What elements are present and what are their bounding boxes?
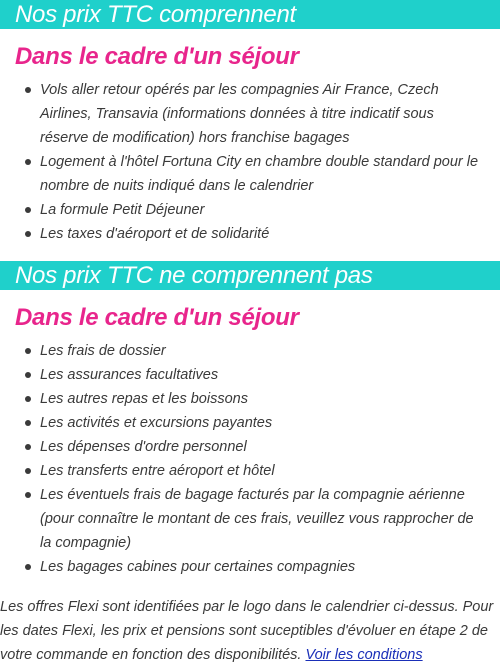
- bullet-icon: [25, 372, 31, 378]
- footnote-text: Les offres Flexi sont identifiées par le logo dans le calendrier ci-dessus. Pour les dates Flexi, les prix et pensions sont suceptibles d'évoluer en étape 2 de votre commande en fonction des disponibilités.: [0, 599, 494, 663]
- list-item: Les activités et excursions payantes: [40, 411, 500, 435]
- list-item: Les éventuels frais de bagage facturés par la compagnie aérienne (pour connaître le montant de ces frais, veuillez vous rapprocher de la compagnie): [40, 483, 500, 555]
- included-heading: Nos prix TTC comprennent: [0, 0, 500, 29]
- list-item: Vols aller retour opérés par les compagnies Air France, Czech Airlines, Transavia (informations données à titre indicatif sous réserve de modification) hors franchise bagages: [40, 78, 500, 150]
- flexi-footnote: [0, 595, 500, 667]
- bullet-icon: [25, 159, 31, 165]
- included-list: [0, 78, 500, 246]
- list-item: Les bagages cabines pour certaines compagnies: [40, 555, 500, 579]
- list-item: Les autres repas et les boissons: [40, 387, 500, 411]
- excluded-list: [0, 339, 500, 579]
- bullet-icon: [25, 492, 31, 498]
- list-item: Les dépenses d'ordre personnel: [40, 435, 500, 459]
- list-item: Les transferts entre aéroport et hôtel: [40, 459, 500, 483]
- list-item: Les taxes d'aéroport et de solidarité: [40, 222, 500, 246]
- excluded-subheading: Dans le cadre d'un séjour: [15, 304, 299, 331]
- conditions-link[interactable]: Voir les conditions: [305, 647, 423, 663]
- bullet-icon: [25, 396, 31, 402]
- list-item: La formule Petit Déjeuner: [40, 198, 500, 222]
- bullet-icon: [25, 420, 31, 426]
- bullet-icon: [25, 231, 31, 237]
- excluded-section: [0, 261, 500, 579]
- included-section: [0, 0, 500, 246]
- bullet-icon: [25, 87, 31, 93]
- bullet-icon: [25, 444, 31, 450]
- bullet-icon: [25, 468, 31, 474]
- list-item: Logement à l'hôtel Fortuna City en chambre double standard pour le nombre de nuits indiqué dans le calendrier: [40, 150, 500, 198]
- list-item: Les assurances facultatives: [40, 363, 500, 387]
- bullet-icon: [25, 207, 31, 213]
- included-subheading: Dans le cadre d'un séjour: [15, 43, 299, 70]
- excluded-heading: Nos prix TTC ne comprennent pas: [0, 261, 500, 290]
- bullet-icon: [25, 564, 31, 570]
- list-item: Les frais de dossier: [40, 339, 500, 363]
- bullet-icon: [25, 348, 31, 354]
